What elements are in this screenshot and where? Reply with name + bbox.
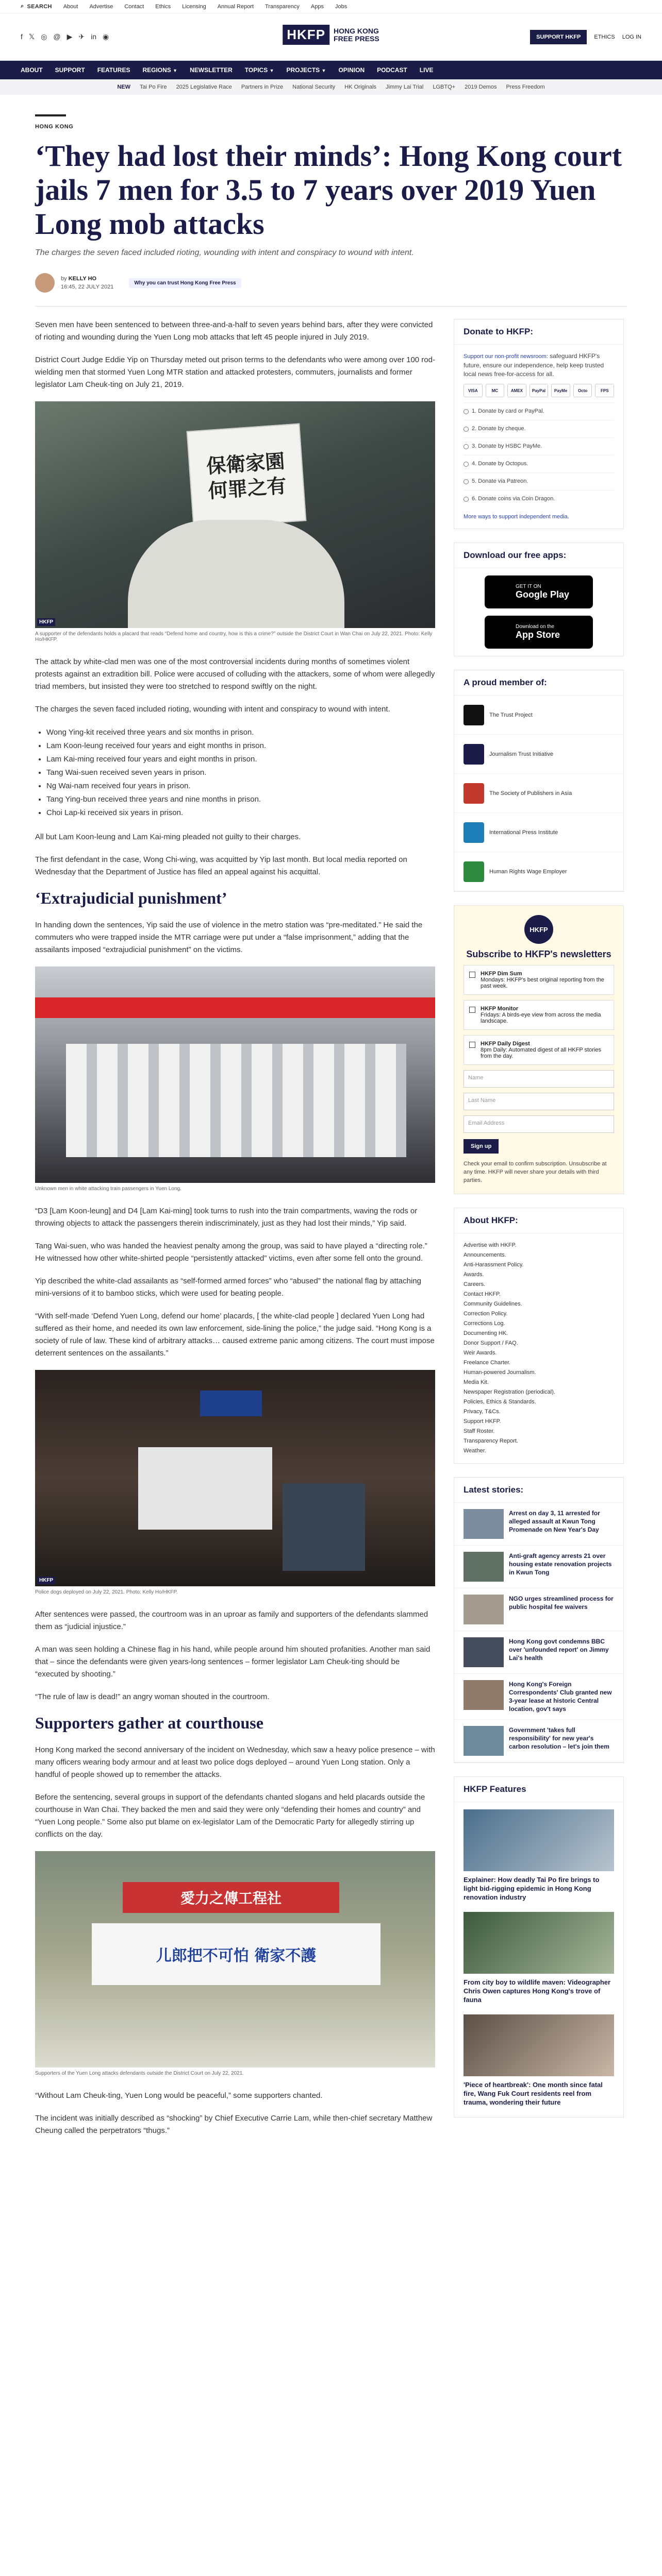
about-link[interactable]: Contact HKFP. bbox=[464, 1291, 501, 1297]
station-sign bbox=[200, 1391, 262, 1416]
payment-methods bbox=[464, 384, 614, 397]
nav-live[interactable]: LIVE bbox=[419, 66, 434, 74]
donate-card bbox=[454, 319, 624, 529]
paragraph: “With self-made ‘Defend Yuen Long, defend our home’ placards, [ the white-clad people ] declared Yuen Long had suffered as their home, and needed its own law enforcement, side-lining the police,” the judge said. “Hong Kong is a society of rule of law. These kind of arbitrary attacks… caused extreme panic among citizens. The court must impose deterrent sentences on the assailants.” bbox=[35, 1312, 435, 1358]
member-org[interactable]: Human Rights Wage Employer bbox=[454, 852, 623, 891]
topbar-link-ethics[interactable]: Ethics bbox=[155, 3, 171, 10]
about-link[interactable]: Privacy, T&Cs. bbox=[464, 1409, 501, 1415]
trust-project-icon bbox=[464, 705, 484, 725]
chevron-down-icon: ▼ bbox=[269, 68, 274, 73]
newsletter-card bbox=[454, 905, 624, 1194]
checkbox[interactable] bbox=[469, 1007, 475, 1013]
latest-card bbox=[454, 1477, 624, 1763]
visa-icon: VISA bbox=[464, 384, 483, 397]
donate-option[interactable]: 3. Donate by HSBC PayMe. bbox=[464, 437, 614, 455]
radio-icon bbox=[464, 479, 469, 484]
apps-card bbox=[454, 543, 624, 656]
nav-topics[interactable]: TOPICS ▼ bbox=[244, 66, 274, 74]
story-thumbnail bbox=[464, 1509, 504, 1539]
checkbox[interactable] bbox=[469, 1042, 475, 1048]
trending-item[interactable]: 2025 Legislative Race bbox=[176, 84, 232, 90]
paragraph: Yip described the white-clad assailants as “self-formed armed forces” who “abused” the national flag by attaching mini-versions of it to bamboo sticks, which were used for beating people. bbox=[35, 1277, 421, 1298]
topbar-link-advertise[interactable]: Advertise bbox=[89, 3, 113, 10]
feature-image[interactable] bbox=[464, 2014, 614, 2076]
about-link[interactable]: Support HKFP. bbox=[464, 1418, 501, 1425]
feature-image[interactable] bbox=[464, 1912, 614, 1974]
list-item: • Tang Ying-bun received three years and nine months in prison. bbox=[46, 793, 435, 806]
list-item: • Choi Lap-ki received six years in prison. bbox=[46, 806, 435, 820]
paragraph: District Court Judge Eddie Yip on Thursday meted out prison terms to the defendants who were among over 100 rod-wielding men that stormed Yuen Long MTR station and attacked protesters, commuters, journalists and former legislator Lam Cheuk-ting on July 21, 2019. bbox=[35, 355, 435, 389]
feature-story[interactable]: Explainer: How deadly Tai Po fire brings to light bid-rigging epidemic in Hong Kong renovation industry bbox=[464, 1876, 600, 1901]
feature-story[interactable]: From city boy to wildlife maven: Videographer Chris Owen captures Hong Kong's trove of fauna bbox=[464, 1978, 611, 2004]
latest-story[interactable]: Hong Kong's Foreign Correspondents' Club granted new 3-year lease at historic Central location, gov't says bbox=[454, 1674, 623, 1720]
topbar-link-annual-report[interactable]: Annual Report bbox=[217, 3, 254, 10]
radio-icon bbox=[464, 462, 469, 467]
about-link[interactable]: Policies, Ethics & Standards. bbox=[464, 1399, 536, 1405]
checkbox[interactable] bbox=[469, 972, 475, 978]
latest-story[interactable]: Arrest on day 3, 11 arrested for alleged assault at Kwun Tong Promenade on New Year's Day bbox=[454, 1503, 623, 1546]
photo-caption: Supporters of the Yuen Long attacks defendants outside the District Court on July 22, 2021. bbox=[35, 2071, 244, 2076]
about-link[interactable]: Community Guidelines. bbox=[464, 1301, 522, 1307]
trending-item[interactable]: Tai Po Fire bbox=[139, 84, 167, 90]
newsletter-note: Check your email to confirm subscription. Unsubscribe at any time. HKFP will never share your details with third parties. bbox=[464, 1161, 607, 1183]
features-card bbox=[454, 1776, 624, 2117]
support-button[interactable]: SUPPORT HKFP bbox=[530, 30, 587, 44]
google-play-button[interactable]: GET IT ON Google Play bbox=[485, 575, 593, 608]
paragraph: The first defendant in the case, Wong Chi-wing, was acquitted by Yip last month. But local media reported on Wednesday that the Department of Justice has filed an appeal against his acquittal. bbox=[35, 855, 407, 876]
article-photo-placard bbox=[35, 401, 435, 628]
story-thumbnail bbox=[464, 1726, 504, 1756]
donate-title: Donate to HKFP: bbox=[454, 319, 623, 345]
nav-support[interactable]: SUPPORT bbox=[55, 66, 85, 74]
placard: 保衛家園 何罪之有 bbox=[187, 423, 307, 529]
amex-icon: AMEX bbox=[507, 384, 526, 397]
nav-podcast[interactable]: PODCAST bbox=[377, 66, 407, 74]
telegram-icon[interactable]: ✈ bbox=[78, 32, 85, 41]
story-thumbnail bbox=[464, 1552, 504, 1582]
paragraph: Before the sentencing, several groups in support of the defendants chanted slogans and held placards outside the courthouse in Wan Chai. They backed the men and said they were only “defending their homes and country” and “Yuen Long people.” Some also put blame on ex-legislator Lam of the Democratic Party for allegedly stirring up conflicts on the day. bbox=[35, 1793, 425, 1839]
about-link[interactable]: Human-powered Journalism. bbox=[464, 1369, 536, 1376]
more-ways-link[interactable]: More ways to support independent media. bbox=[464, 514, 569, 520]
paragraph: The charges the seven faced included rioting, wounding with intent and conspiracy to wound with intent. bbox=[35, 705, 390, 714]
photo-caption: A supporter of the defendants holds a placard that reads “Defend home and country, how is this a crime?” outside the District Court in Wan Chai on July 22, 2021. Photo: Kelly Ho/HKFP. bbox=[35, 631, 433, 642]
photo-watermark: HKFP bbox=[37, 1577, 55, 1584]
member-org[interactable]: The Society of Publishers in Asia bbox=[454, 774, 623, 813]
trending-new-label: NEW bbox=[117, 84, 130, 90]
author-name[interactable]: KELLY HO bbox=[68, 276, 97, 282]
donate-text: safeguard HKFP's future, ensure our independence, help keep trusted local news free-for-access for all. bbox=[464, 352, 604, 378]
newsletter-option[interactable]: HKFP Monitor Fridays: A birds-eye view from across the media landscape. bbox=[464, 1000, 614, 1030]
about-link[interactable]: Corrections Log. bbox=[464, 1320, 505, 1327]
photo-watermark: HKFP bbox=[37, 618, 55, 626]
features-title: HKFP Features bbox=[454, 1777, 623, 1802]
member-card bbox=[454, 670, 624, 892]
about-link[interactable]: Announcements. bbox=[464, 1252, 506, 1258]
login-link[interactable]: LOG IN bbox=[622, 33, 641, 40]
latest-story[interactable]: NGO urges streamlined process for public hospital fee waivers bbox=[454, 1588, 623, 1631]
banner: 儿郎把不可怕 衛家不護 bbox=[92, 1923, 380, 1985]
topbar-link-about[interactable]: About bbox=[63, 3, 78, 10]
paragraph: After sentences were passed, the courtroom was in an uproar as family and supporters of the defendants slammed them as “judicial injustice.” bbox=[35, 1610, 428, 1631]
about-link[interactable]: Newspaper Registration (periodical). bbox=[464, 1389, 555, 1395]
jti-icon bbox=[464, 744, 484, 765]
story-thumbnail bbox=[464, 1637, 504, 1667]
signup-button[interactable]: Sign up bbox=[464, 1139, 499, 1154]
site-logo[interactable] bbox=[283, 25, 379, 45]
trending-item[interactable]: Press Freedom bbox=[506, 84, 545, 90]
trending-item[interactable]: National Security bbox=[292, 84, 336, 90]
trending-item[interactable]: LGBTQ+ bbox=[433, 84, 456, 90]
sidebar bbox=[454, 319, 624, 2147]
trust-link[interactable]: Why you can trust Hong Kong Free Press bbox=[129, 278, 241, 288]
latest-story[interactable]: Government 'takes full responsibility' for new year's carbon resolution – let's join them bbox=[454, 1720, 623, 1762]
nav-about[interactable]: ABOUT bbox=[21, 66, 43, 74]
search-icon: ⌕ bbox=[21, 3, 24, 9]
donate-link[interactable]: Support our non-profit newsroom: bbox=[464, 353, 548, 360]
byline-meta: by KELLY HO 16:45, 22 JULY 2021 bbox=[61, 276, 114, 290]
app-store-button[interactable]: Download on the App Store bbox=[485, 616, 593, 649]
about-link[interactable]: Donor Support / FAQ. bbox=[464, 1340, 518, 1346]
facebook-icon[interactable]: f bbox=[21, 32, 23, 41]
topbar-link-licensing[interactable]: Licensing bbox=[182, 3, 206, 10]
paragraph: “The rule of law is dead!” an angry woman shouted in the courtroom. bbox=[35, 1692, 270, 1701]
sopa-icon bbox=[464, 783, 484, 804]
nav-features[interactable]: FEATURES bbox=[97, 66, 130, 74]
donate-option[interactable]: 4. Donate by Octopus. bbox=[464, 455, 614, 472]
paragraph: In handing down the sentences, Yip said the use of violence in the metro station was “pre-meditated.” He said the commuters who were trapped inside the MTR carriage were put under a “false imprisonment,” adding that the assailants imposed “extrajudicial punishment” on the victims. bbox=[35, 921, 423, 954]
story-thumbnail bbox=[464, 1680, 504, 1710]
byline bbox=[35, 273, 627, 307]
section-label[interactable]: HONG KONG bbox=[35, 124, 74, 130]
photo-caption: Police dogs deployed on July 22, 2021. Photo: Kelly Ho/HKFP. bbox=[35, 1589, 178, 1595]
about-link[interactable]: Documenting HK. bbox=[464, 1330, 508, 1336]
trending-bar bbox=[0, 79, 662, 95]
article-deck: The charges the seven faced included rioting, wounding with intent and conspiracy to wound with intent. bbox=[35, 248, 414, 257]
octopus-icon: Octo bbox=[573, 384, 592, 397]
newsletter-option[interactable]: HKFP Daily Digest 8pm Daily: Automated digest of all HKFP stories from the day. bbox=[464, 1035, 614, 1065]
about-link[interactable]: Careers. bbox=[464, 1281, 486, 1287]
nav-regions[interactable]: REGIONS ▼ bbox=[142, 66, 178, 74]
paragraph: The incident was initially described as “shocking” by Chief Executive Carrie Lam, while then-chief secretary Matthew Cheung called the perpetrators “thugs.” bbox=[35, 2114, 433, 2135]
list-item: • Wong Ying-kit received three years and six months in prison. bbox=[46, 726, 435, 739]
site-header bbox=[0, 13, 662, 61]
social-links bbox=[21, 32, 109, 41]
top-utility-bar bbox=[0, 0, 662, 13]
search-toggle[interactable]: ⌕ SEARCH bbox=[21, 3, 52, 10]
paragraph: Seven men have been sentenced to between three-and-a-half to seven years behind bars, after they were convicted of rioting and wounding during the Yuen Long mob attacks that left 45 people injured in July 2019. bbox=[35, 320, 433, 342]
nav-opinion[interactable]: OPINION bbox=[338, 66, 365, 74]
about-card bbox=[454, 1208, 624, 1464]
donate-option[interactable]: 2. Donate by cheque. bbox=[464, 420, 614, 437]
ipi-icon bbox=[464, 822, 484, 843]
radio-icon bbox=[464, 497, 469, 502]
subheading: ‘Extrajudicial punishment’ bbox=[35, 889, 227, 907]
story-thumbnail bbox=[464, 1595, 504, 1624]
paragraph: A man was seen holding a Chinese flag in his hand, while people around him shouted profanities. Another man said that – since the defendants were given years-long sentences – former legislator Lam Cheuk-ting should be “executed by shooting.” bbox=[35, 1645, 431, 1679]
radio-icon bbox=[464, 427, 469, 432]
article-photo-police-dogs bbox=[35, 1370, 435, 1586]
paragraph: The attack by white-clad men was one of the most controversial incidents during months of sometimes violent protests against an extradition bill. Police were accused of colluding with the attackers, some of whom were allegedly triad members, but insisted they were too stretched to respond swiftly on the night. bbox=[35, 657, 435, 691]
topbar-link-apps[interactable]: Apps bbox=[310, 3, 324, 10]
paragraph: Hong Kong marked the second anniversary of the incident on Wednesday, which saw a heavy police presence – with many officers wearing body armour and at least two police dogs deployed – around Yuen Long station. Only a handful of people showed up to remember the attacks. bbox=[35, 1745, 435, 1779]
newsletter-option[interactable]: HKFP Dim Sum Mondays: HKFP's best original reporting from the past week. bbox=[464, 965, 614, 995]
article-wrapper bbox=[0, 114, 662, 2147]
logo-mark: HKFP bbox=[283, 25, 329, 45]
last-name-input[interactable]: Last Name bbox=[464, 1093, 614, 1110]
sentence-list bbox=[46, 726, 435, 820]
crowd bbox=[66, 1044, 406, 1157]
publish-date: 16:45, 22 JULY 2021 bbox=[61, 284, 114, 290]
about-link[interactable]: Weather. bbox=[464, 1448, 486, 1454]
nav-newsletter[interactable]: NEWSLETTER bbox=[190, 66, 233, 74]
list-item: • Lam Kai-ming received four years and eight months in prison. bbox=[46, 753, 435, 766]
wage-employer-icon bbox=[464, 861, 484, 882]
article-photo-train bbox=[35, 967, 435, 1183]
list-item: • Lam Koon-leung received four years and eight months in prison. bbox=[46, 739, 435, 753]
member-org[interactable]: The Trust Project bbox=[454, 696, 623, 735]
about-link[interactable]: Awards. bbox=[464, 1272, 484, 1278]
trending-item[interactable]: 2019 Demos bbox=[465, 84, 497, 90]
list-item: • Tang Wai-suen received seven years in prison. bbox=[46, 766, 435, 779]
author-avatar bbox=[35, 273, 55, 293]
x-icon[interactable]: 𝕏 bbox=[28, 32, 35, 41]
about-link[interactable]: Staff Roster. bbox=[464, 1428, 495, 1434]
topbar-link-contact[interactable]: Contact bbox=[124, 3, 144, 10]
threads-icon[interactable]: @ bbox=[53, 32, 61, 41]
chevron-down-icon: ▼ bbox=[173, 68, 178, 73]
latest-title: Latest stories: bbox=[454, 1478, 623, 1503]
mastercard-icon: MC bbox=[486, 384, 505, 397]
article-body bbox=[35, 319, 435, 2147]
about-links bbox=[454, 1233, 623, 1463]
donate-option[interactable]: 6. Donate coins via Coin Dragon. bbox=[464, 490, 614, 507]
feature-story[interactable]: 'Piece of heartbreak': One month since fatal fire, Wang Fuk Court residents reel from trauma, wondering their future bbox=[464, 2081, 603, 2106]
photo-caption: Unknown men in white attacking train passengers in Yuen Long. bbox=[35, 1186, 181, 1192]
header-actions bbox=[530, 30, 641, 44]
paragraph: Tang Wai-suen, who was handed the heaviest penalty among the group, was said to have played a “directing role.” He witnessed how other white-shirted people “persistently attacked” victims, even after some fell onto the ground. bbox=[35, 1242, 427, 1263]
paypal-icon: PayPal bbox=[529, 384, 549, 397]
radio-icon bbox=[464, 409, 469, 414]
officers bbox=[283, 1483, 365, 1571]
main-nav bbox=[0, 61, 662, 79]
latest-story[interactable]: Anti-graft agency arrests 21 over housing estate renovation projects in Kwun Tong bbox=[454, 1546, 623, 1588]
rss-icon[interactable]: ◉ bbox=[103, 32, 109, 41]
police-van bbox=[138, 1447, 272, 1530]
about-link[interactable]: Freelance Charter. bbox=[464, 1360, 511, 1366]
feature-image[interactable] bbox=[464, 1809, 614, 1871]
logo-wordmark: HONG KONG FREE PRESS bbox=[334, 26, 379, 43]
apps-title: Download our free apps: bbox=[454, 543, 623, 568]
chevron-down-icon: ▼ bbox=[321, 68, 326, 73]
banner: 愛力之傳工程社 bbox=[123, 1882, 339, 1913]
train-stripe bbox=[35, 997, 435, 1018]
ethics-link[interactable]: ETHICS bbox=[594, 33, 615, 40]
donate-option[interactable]: 1. Donate by card or PayPal. bbox=[464, 402, 614, 420]
newsletter-title: Subscribe to HKFP's newsletters bbox=[466, 949, 611, 959]
payme-icon: PayMe bbox=[551, 384, 570, 397]
member-title: A proud member of: bbox=[454, 670, 623, 696]
email-input[interactable]: Email Address bbox=[464, 1115, 614, 1133]
instagram-icon[interactable]: ◎ bbox=[41, 32, 47, 41]
member-org[interactable]: International Press Institute bbox=[454, 813, 623, 852]
content-columns bbox=[35, 319, 627, 2147]
article-photo-supporters bbox=[35, 1851, 435, 2067]
name-input[interactable]: Name bbox=[464, 1070, 614, 1088]
radio-icon bbox=[464, 444, 469, 449]
about-title: About HKFP: bbox=[454, 1208, 623, 1233]
photo-figure bbox=[128, 520, 344, 628]
trending-item[interactable]: Partners in Prize bbox=[241, 84, 284, 90]
nav-projects[interactable]: PROJECTS ▼ bbox=[286, 66, 326, 74]
topbar-link-jobs[interactable]: Jobs bbox=[335, 3, 347, 10]
about-link[interactable]: Transparency Report. bbox=[464, 1438, 518, 1444]
youtube-icon[interactable]: ▶ bbox=[67, 32, 73, 41]
paragraph: “Without Lam Cheuk-ting, Yuen Long would be peaceful,” some supporters chanted. bbox=[35, 2091, 323, 2100]
subheading: Supporters gather at courthouse bbox=[35, 1714, 263, 1732]
section-rule bbox=[35, 114, 66, 116]
fps-icon: FPS bbox=[595, 384, 614, 397]
about-link[interactable]: Weir Awards. bbox=[464, 1350, 497, 1356]
about-link[interactable]: Advertise with HKFP. bbox=[464, 1242, 517, 1248]
latest-story[interactable]: Hong Kong govt condemns BBC over 'unfounded report' on Jimmy Lai's health bbox=[454, 1631, 623, 1674]
donate-option[interactable]: 5. Donate via Patreon. bbox=[464, 472, 614, 490]
about-link[interactable]: Anti-Harassment Policy. bbox=[464, 1262, 524, 1268]
about-link[interactable]: Media Kit. bbox=[464, 1379, 489, 1385]
about-link[interactable]: Correction Policy. bbox=[464, 1311, 508, 1317]
paragraph: “D3 [Lam Koon-leung] and D4 [Lam Kai-ming] took turns to rush into the train compartments, waving the rods or throwing objects to attack the passengers therein indiscriminately, just as they had lost their minds,” Yip said. bbox=[35, 1207, 418, 1228]
paragraph: All but Lam Koon-leung and Lam Kai-ming pleaded not guilty to their charges. bbox=[35, 833, 301, 841]
trending-item[interactable]: Jimmy Lai Trial bbox=[386, 84, 424, 90]
member-org[interactable]: Journalism Trust Initiative bbox=[454, 735, 623, 774]
newsletter-logo: HKFP bbox=[524, 915, 553, 944]
linkedin-icon[interactable]: in bbox=[91, 32, 97, 41]
article-title: ‘They had lost their minds’: Hong Kong court jails 7 men for 3.5 to 7 years over 2019 Yuen Long mob attacks bbox=[35, 139, 622, 241]
list-item: • Ng Wai-nam received four years in prison. bbox=[46, 779, 435, 793]
topbar-link-transparency[interactable]: Transparency bbox=[265, 3, 300, 10]
trending-item[interactable]: HK Originals bbox=[344, 84, 377, 90]
